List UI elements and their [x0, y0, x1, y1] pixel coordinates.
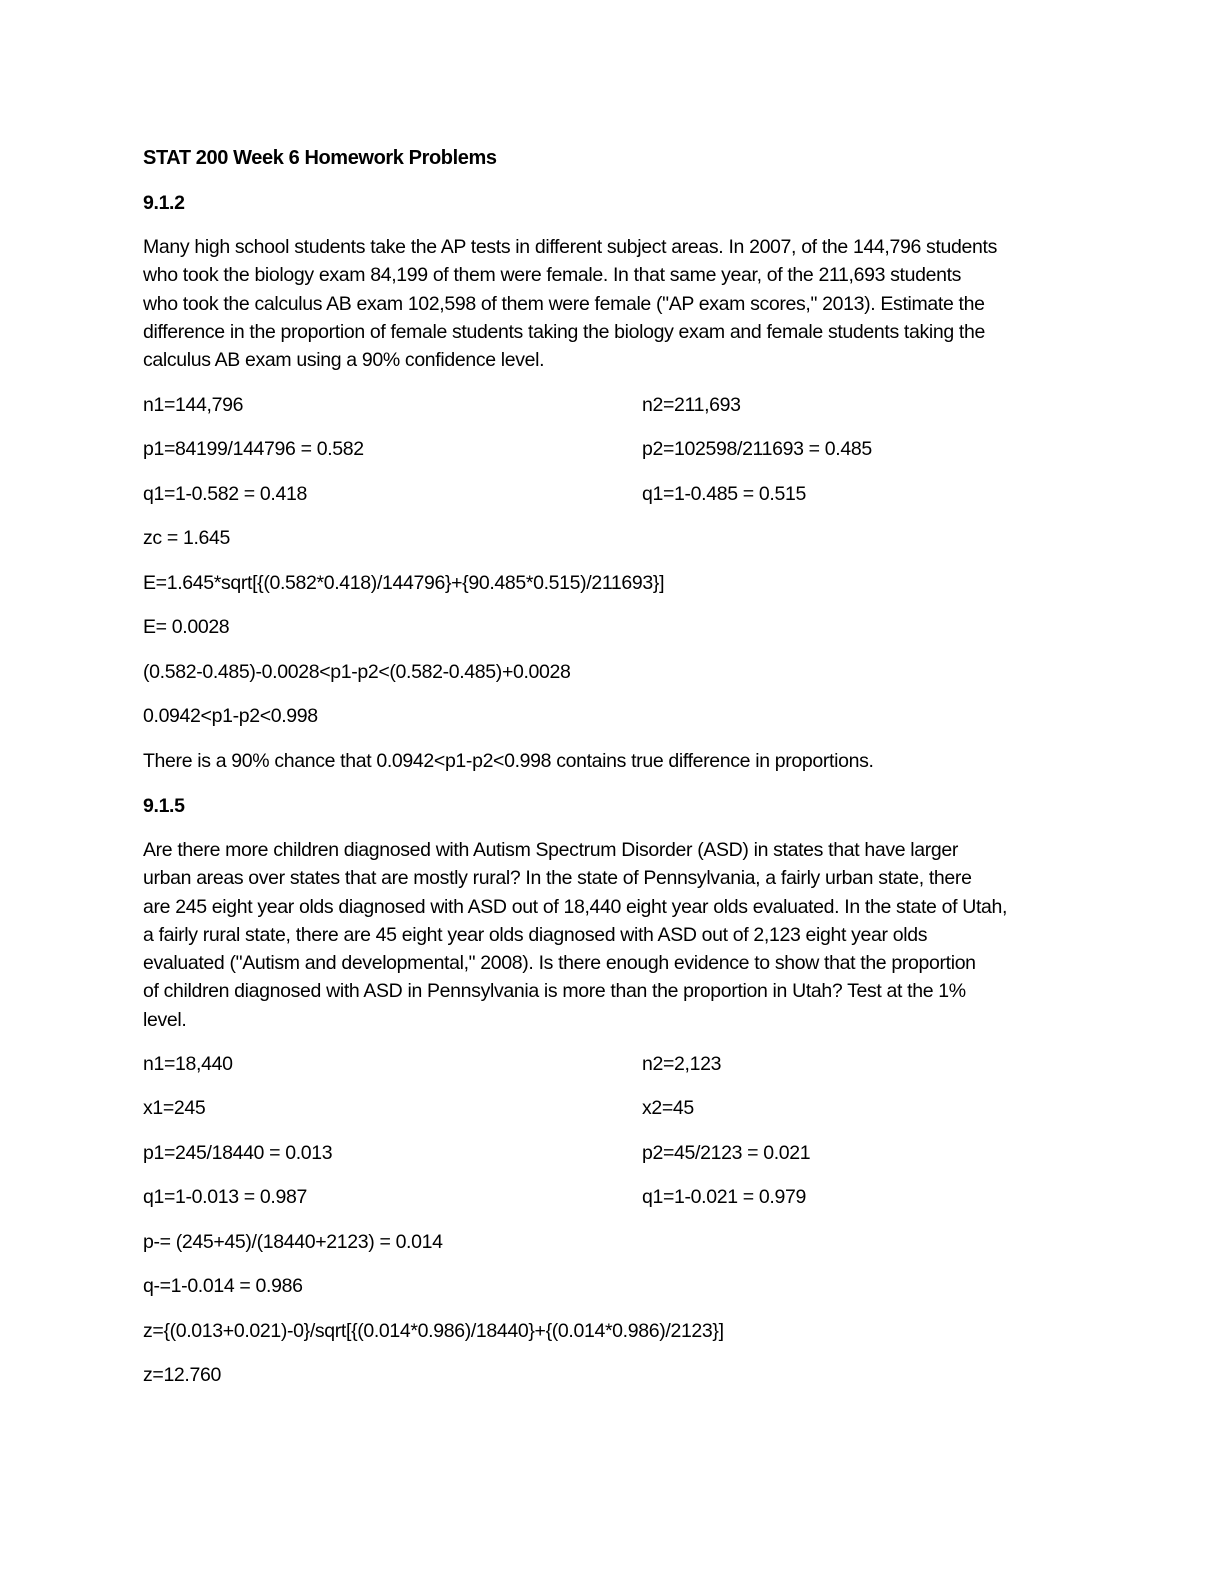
given-right: x2=45 [642, 1097, 694, 1119]
given-left: p1=84199/144796 = 0.582 [143, 438, 364, 460]
question-line: level. [143, 1008, 187, 1031]
solution-step: 0.0942<p1-p2<0.998 [143, 705, 318, 727]
question-line: are 245 eight year olds diagnosed with ASD out of 18,440 eight year olds evaluated. In the state of Utah, [143, 895, 1008, 918]
question-line: of children diagnosed with ASD in Pennsylvania is more than the proportion in Utah? Test at the 1% [143, 980, 966, 1003]
question-line: Are there more children diagnosed with Autism Spectrum Disorder (ASD) in states that have larger [143, 839, 959, 861]
solution-step: (0.582-0.485)-0.0028<p1-p2<(0.582-0.485)+0.0028 [143, 661, 571, 683]
solution-step: p-= (245+45)/(18440+2123) = 0.014 [143, 1231, 443, 1253]
given-left: x1=245 [143, 1097, 206, 1119]
given-right: q1=1-0.021 = 0.979 [642, 1186, 806, 1208]
solution-step: zc = 1.645 [143, 527, 231, 549]
document-title: STAT 200 Week 6 Homework Problems [143, 147, 497, 169]
problem-number: 9.1.2 [143, 192, 185, 214]
given-right: p2=45/2123 = 0.021 [642, 1142, 811, 1164]
given-left: q1=1-0.582 = 0.418 [143, 483, 307, 505]
solution-step: E= 0.0028 [143, 616, 230, 638]
question-line: calculus AB exam using a 90% confidence level. [143, 349, 545, 372]
solution-step: z=12.760 [143, 1364, 221, 1386]
problem-number: 9.1.5 [143, 795, 185, 817]
given-right: n2=2,123 [642, 1053, 722, 1075]
given-left: p1=245/18440 = 0.013 [143, 1142, 333, 1164]
problem-question [143, 233, 1083, 374]
solution-step: E=1.645*sqrt[{(0.582*0.418)/144796}+{90.485*0.515)/211693}] [143, 572, 665, 594]
given-right: q1=1-0.485 = 0.515 [642, 483, 806, 505]
question-line: Many high school students take the AP tests in different subject areas. In 2007, of the 144,796 students [143, 236, 997, 258]
given-left: n1=18,440 [143, 1053, 233, 1075]
question-line: evaluated ("Autism and developmental," 2008). Is there enough evidence to show that the proportion [143, 952, 976, 975]
question-line: difference in the proportion of female students taking the biology exam and female students taking the [143, 320, 985, 343]
question-line: who took the biology exam 84,199 of them were female. In that same year, of the 211,693 students [143, 264, 962, 287]
solution-conclusion: There is a 90% chance that 0.0942<p1-p2<0.998 contains true difference in proportions. [143, 750, 874, 772]
solution-step: z={(0.013+0.021)-0}/sqrt[{(0.014*0.986)/18440}+{(0.014*0.986)/2123}] [143, 1320, 724, 1342]
given-left: q1=1-0.013 = 0.987 [143, 1186, 307, 1208]
given-right: p2=102598/211693 = 0.485 [642, 438, 872, 460]
question-line: urban areas over states that are mostly rural? In the state of Pennsylvania, a fairly urban state, there [143, 867, 972, 890]
given-left: n1=144,796 [143, 394, 244, 416]
problem-question [143, 836, 1083, 1034]
solution-step: q-=1-0.014 = 0.986 [143, 1275, 303, 1297]
given-right: n2=211,693 [642, 394, 741, 416]
question-line: who took the calculus AB exam 102,598 of them were female ("AP exam scores," 2013). Estimate the [143, 292, 985, 315]
question-line: a fairly rural state, there are 45 eight year olds diagnosed with ASD out of 2,123 eight year olds [143, 923, 928, 946]
